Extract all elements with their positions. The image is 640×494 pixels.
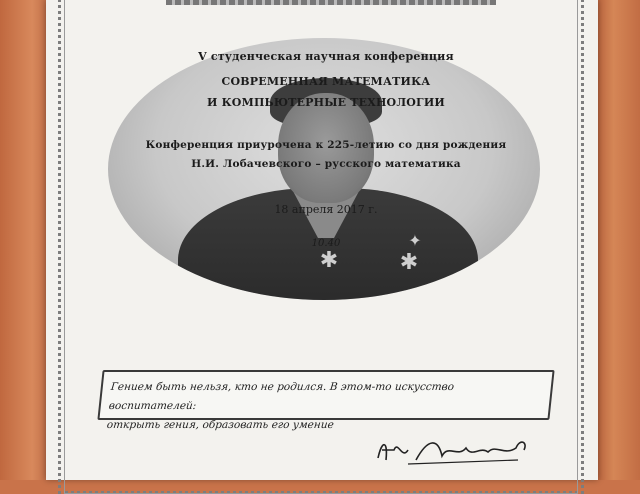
medal-icon: ✱ [399,250,419,275]
wall-left [0,0,46,480]
handwritten-quote-box [97,370,554,431]
signature-image [368,430,538,470]
title-line-2: И КОМПЬЮТЕРНЫЕ ТЕХНОЛОГИИ [206,96,446,109]
dedication-line-1: Конференция приурочена к 225-летию со дня рождения [145,139,507,151]
conference-line: V студенческая научная конференция [198,50,454,63]
wall-right [596,0,640,480]
dedication-line-2: Н.И. Лобачевского – русского математика [191,158,461,170]
quote-line-1: Гением быть нельзя, кто не родился. В этом-то искусство воспитателей: [108,381,455,412]
quote-line-2: открыть гения, образовать его умение [106,419,335,431]
top-text-strip [166,0,496,5]
medal-icon: ✱ [319,248,339,273]
poster-sheet [46,0,598,480]
title-line-1: СОВРЕМЕННАЯ МАТЕМАТИКА [221,75,431,88]
event-time: 10.40 [311,238,341,249]
medal-icon: ✦ [408,231,422,250]
event-date: 18 апреля 2017 г. [274,203,378,216]
